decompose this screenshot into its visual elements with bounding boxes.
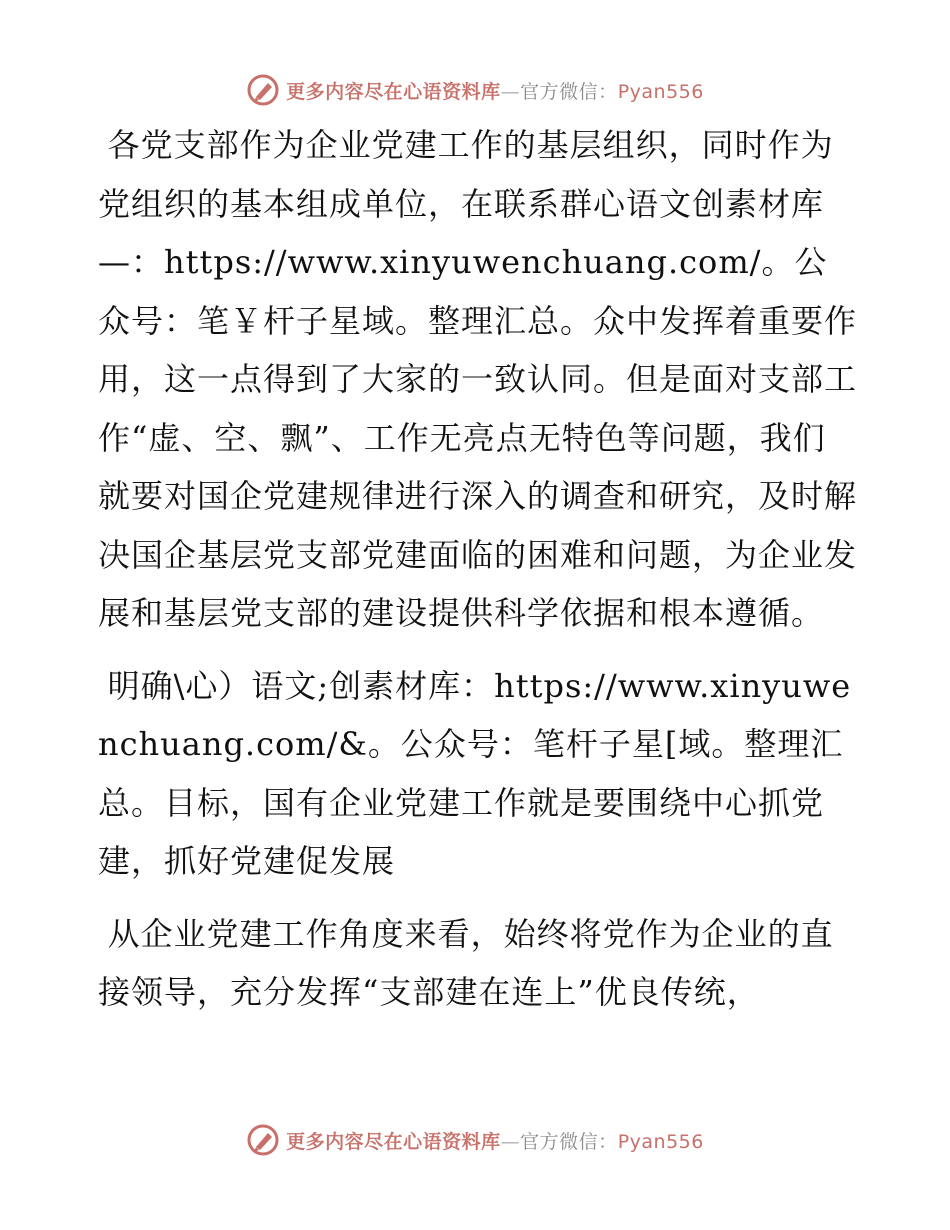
pen-nib-logo-icon xyxy=(246,1123,280,1157)
footer-banner-text: 更多内容尽在心语资料库—官方微信：Pyan556 xyxy=(286,1130,704,1153)
document-body xyxy=(98,116,858,1036)
header-banner-text: 更多内容尽在心语资料库—官方微信：Pyan556 xyxy=(286,80,704,103)
header-banner xyxy=(0,70,950,110)
paragraph-1: 各党支部作为企业党建工作的基层组织，同时作为党组织的基本组成单位，在联系群心语文创素材库—：https://www.xinyuwenchuang.com/。公众号：笔￥杆子星域。整理汇总。众中发挥着重要作用，这一点得到了大家的一致认同。但是面对支部工作“虚、空、飘”、工作无亮点无特色等问题，我们就要对国企党建规律进行深入的调查和研究，及时解决国企基层党支部党建面临的困难和问题，为企业发展和基层党支部的建设提供科学依据和根本遵循。 xyxy=(98,126,858,632)
pen-nib-logo-icon xyxy=(246,73,280,107)
footer-banner xyxy=(0,1120,950,1160)
paragraph-2: 明确\心）语文;创素材库：https://www.xinyuwenchuang.com/&。公众号：笔杆子星[域。整理汇总。目标，国有企业党建工作就是要围绕中心抓党建，抓好党建促发展 xyxy=(98,666,852,880)
paragraph-3: 从企业党建工作角度来看，始终将党作为企业的直接领导，充分发挥“支部建在连上”优良传统， xyxy=(98,914,834,1011)
